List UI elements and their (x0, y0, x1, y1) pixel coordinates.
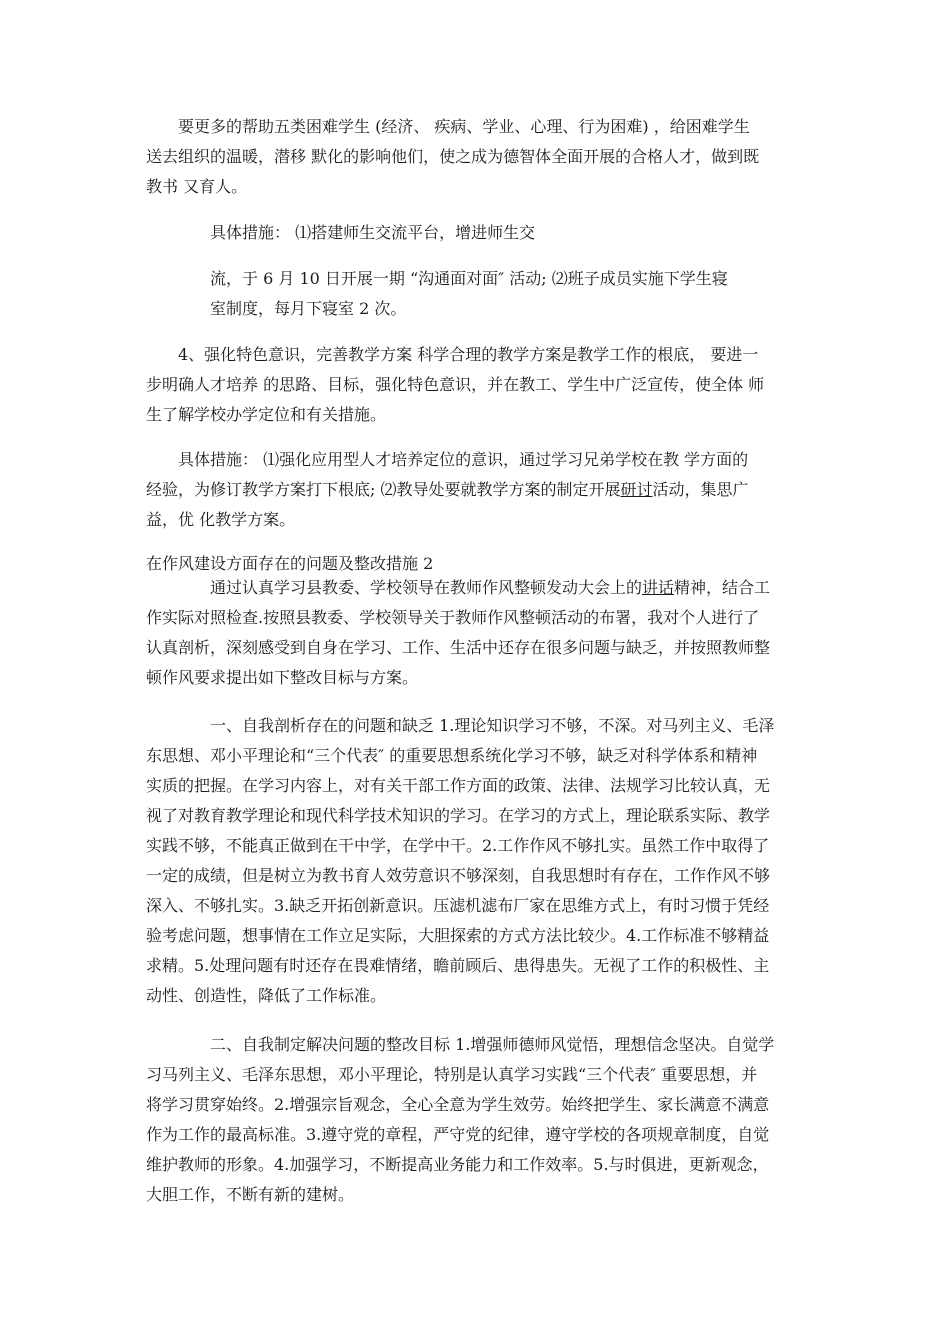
section-title: 在作风建设方面存在的问题及整改措施 2 (146, 554, 434, 573)
paragraph-help-students (146, 112, 806, 202)
text-line: 实质的把握。在学习内容上，对有关干部工作方面的政策、法律、法规学习比较认真，无 (146, 776, 771, 795)
paragraph-feature-awareness (146, 340, 806, 430)
text-line: 生了解学校办学定位和有关措施。 (146, 405, 387, 424)
text-line: 送去组织的温暖，潜移 默化的影响他们，使之成为德智体全面开展的合格人才，做到既 (146, 147, 760, 166)
paragraph-measures-1 (146, 218, 806, 248)
text-line: 将学习贯穿始终。2.增强宗旨观念，全心全意为学生效劳。始终把学生、家长满意不满意 (146, 1095, 770, 1114)
paragraph-measures-1-continued (146, 264, 806, 324)
text-line (146, 475, 806, 505)
paragraph-self-analysis (146, 711, 806, 1011)
text-line: 作为工作的最高标准。3.遵守党的章程，严守党的纪律，遵守学校的各项规章制度，自觉 (146, 1125, 770, 1144)
text-line: 具体措施： ⑴搭建师生交流平台，增进师生交 (146, 223, 536, 242)
text-line: 认真剖析，深刻感受到自身在学习、工作、生活中还存在很多问题与缺乏，并按照教师整 (146, 638, 771, 657)
text-line: 大胆工作，不断有新的建树。 (146, 1185, 355, 1204)
text-segment: 通过认真学习县教委、学校领导在教师作风整顿发动大会上的 (146, 578, 643, 597)
text-line: 作实际对照检查.按照县教委、学校领导关于教师作风整顿活动的布署，我对个人进行了 (146, 608, 760, 627)
text-line: 一、自我剖析存在的问题和缺乏 1.理论知识学习不够，不深。对马列主义、毛泽 (146, 716, 775, 735)
paragraph-intro (146, 573, 806, 693)
text-line: 流，于 6 月 10 日开展一期 “沟通面对面″ 活动; ⑵班子成员实施下学生寝 (146, 269, 728, 288)
text-line: 要更多的帮助五类困难学生 (经济、 疾病、学业、心理、行为困难) ，给困难学生 (146, 117, 750, 136)
text-line: 东思想、邓小平理论和“三个代表″ 的重要思想系统化学习不够，缺乏对科学体系和精神 (146, 746, 758, 765)
text-line: 求精。5.处理问题有时还存在畏难情绪，瞻前顾后、患得患失。无视了工作的积极性、主 (146, 956, 770, 975)
text-line: 二、自我制定解决问题的整改目标 1.增强师德师风觉悟，理想信念坚决。自觉学 (146, 1035, 775, 1054)
text-line: 步明确人才培养 的思路、目标，强化特色意识，并在教工、学生中广泛宣传，使全体 师 (146, 375, 765, 394)
text-line: 维护教师的形象。4.加强学习，不断提高业务能力和工作效率。5.与时俱进，更新观念， (146, 1155, 769, 1174)
text-line: 具体措施： ⑴强化应用型人才培养定位的意识，通过学习兄弟学校在教 学方面的 (146, 450, 749, 469)
text-segment: 活动，集思广 (652, 480, 749, 499)
text-line (146, 573, 806, 603)
text-segment: 精神，结合工 (674, 578, 771, 597)
text-line: 实践不够，不能真正做到在干中学，在学中干。2.工作作风不够扎实。虽然工作中取得了 (146, 836, 770, 855)
paragraph-rectification-goals (146, 1030, 806, 1210)
text-line: 习马列主义、毛泽东思想，邓小平理论，特别是认真学习实践“三个代表″ 重要思想，并 (146, 1065, 758, 1084)
text-line: 顿作风要求提出如下整改目标与方案。 (146, 668, 419, 687)
text-line: 验考虑问题，想事情在工作立足实际，大胆探索的方式方法比较少。4.工作标准不够精益 (146, 926, 770, 945)
text-line: 4、强化特色意识，完善教学方案 科学合理的教学方案是教学工作的根底， 要进一 (146, 345, 759, 364)
text-line: 室制度，每月下寝室 2 次。 (146, 299, 407, 318)
text-line: 视了对教育教学理论和现代科学技术知识的学习。在学习的方式上，理论联系实际、教学 (146, 806, 771, 825)
text-line: 一定的成绩，但是树立为教书育人效劳意识不够深刻，自我思想时有存在，工作作风不够 (146, 866, 771, 885)
text-line: 教书 又育人。 (146, 177, 248, 196)
link-research[interactable]: 研讨 (620, 480, 653, 499)
text-line: 深入、不够扎实。3.缺乏开拓创新意识。压滤机滤布厂家在思维方式上，有时习惯于凭经 (146, 896, 770, 915)
link-speech[interactable]: 讲话 (642, 578, 675, 597)
text-segment: 经验，为修订教学方案打下根底; ⑵教导处要就教学方案的制定开展 (146, 480, 621, 499)
text-line: 动性、创造性，降低了工作标准。 (146, 986, 387, 1005)
paragraph-measures-2 (146, 445, 806, 535)
text-line: 益，优 化教学方案。 (146, 510, 296, 529)
